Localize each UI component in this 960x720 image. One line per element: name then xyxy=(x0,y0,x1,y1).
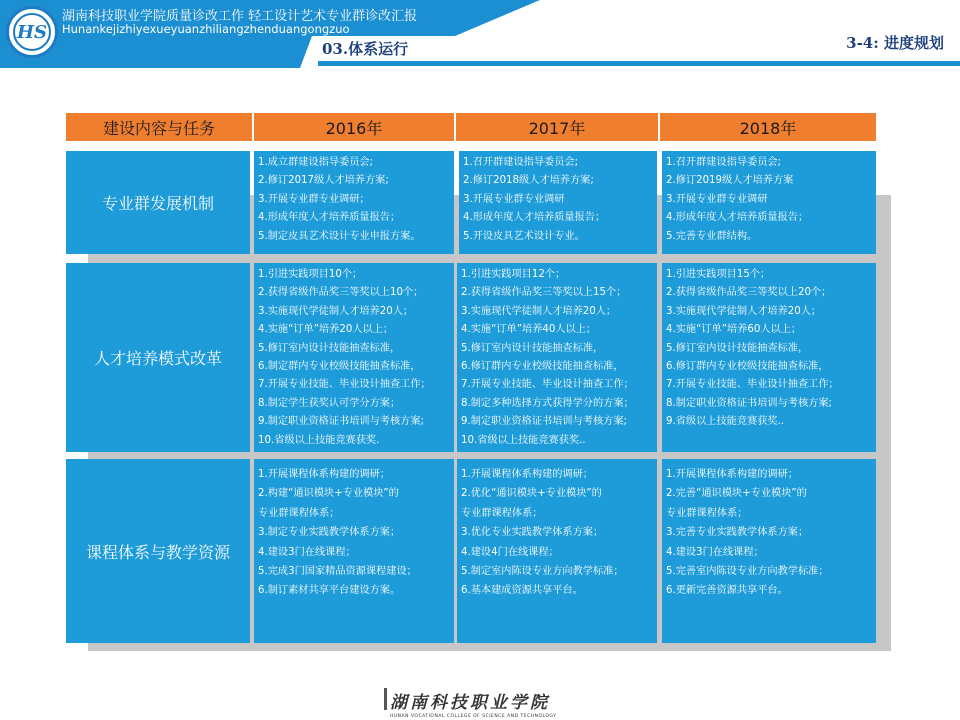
cell-line: 2.修订2019级人才培养方案 xyxy=(666,175,794,187)
section-title: 03.体系运行 xyxy=(322,40,409,58)
cell-line: 7.开展专业技能、毕业设计抽查工作； xyxy=(666,379,839,391)
cell-line: 3.制定专业实践教学体系方案； xyxy=(258,527,401,539)
cell-line: 1.引进实践项目15个； xyxy=(666,269,771,280)
header-task: 建设内容与任务 xyxy=(66,113,252,141)
header-2016: 2016年 xyxy=(254,113,454,141)
cell-line: 4.形成年度人才培养质量报告； xyxy=(666,212,809,224)
header-2018: 2018年 xyxy=(660,113,876,141)
cell-line: 9.制定职业资格证书培训与考核方案; xyxy=(461,416,627,428)
cell-line: 9.省级以上技能竞赛获奖.. xyxy=(666,416,785,428)
cell-line: 6.基本建成资源共享平台。 xyxy=(461,585,583,597)
cell-line: 7.开展专业技能、毕业设计抽查工作； xyxy=(258,379,431,391)
cell-line: 3.实施现代学徒制人才培养20人； xyxy=(258,305,414,317)
cell-line: 4.建设3门在线课程； xyxy=(666,546,764,558)
cell-line: 1.开展课程体系构建的调研； xyxy=(461,469,593,480)
cell-line: 3.开展专业群专业调研； xyxy=(258,193,370,205)
row-label-mechanism: 专业群发展机制 xyxy=(66,151,250,254)
cell-line: 5.完善室内陈设专业方向教学标准； xyxy=(666,566,829,578)
header-underline xyxy=(318,61,960,66)
cell-line: 1.引进实践项目10个； xyxy=(258,269,363,280)
cell-line: 5.修订室内设计技能抽查标准， xyxy=(258,342,401,354)
cell-line: 10.省级以上技能竞赛获奖. xyxy=(258,434,380,446)
cell-line: 专业群课程体系； xyxy=(461,507,543,519)
cell-line: 4.建设3门在线课程； xyxy=(258,546,356,558)
cell-line: 8.制定学生获奖认可学分方案； xyxy=(258,397,401,409)
cell-line: 8.制定多种选择方式获得学分的方案； xyxy=(461,397,634,409)
header-title: 湖南科技职业学院质量诊改工作 轻工设计艺术专业群诊改汇报 xyxy=(62,9,418,24)
cell-line: 6.制订素材共享平台建设方案。 xyxy=(258,585,401,597)
cell-line: 5.修订室内设计技能抽查标准， xyxy=(666,342,809,354)
cell-line: 5.完善专业群结构。 xyxy=(666,230,758,242)
cell-line: 1.开展课程体系构建的调研； xyxy=(666,469,798,480)
cell-line: 3.实施现代学徒制人才培养20人； xyxy=(461,305,617,317)
cell-line: 1.召开群建设指导委员会; xyxy=(666,157,782,168)
cell-line: 2.获得省级作品奖三等奖以上10个； xyxy=(258,287,424,299)
row-label-curriculum: 课程体系与教学资源 xyxy=(66,459,250,643)
cell-line: 7.开展专业技能、毕业设计抽查工作； xyxy=(461,379,634,391)
cell-line: 3.开展专业群专业调研 xyxy=(463,193,565,205)
cell-line: 6.修订群内专业校级技能抽查标准， xyxy=(461,361,624,373)
table-cell xyxy=(662,151,876,254)
cell-line: 2.获得省级作品奖三等奖以上15个； xyxy=(461,287,627,299)
table-cell xyxy=(459,151,657,254)
cell-line: 3.优化专业实践教学体系方案； xyxy=(461,527,604,539)
row-label-training-reform: 人才培养模式改革 xyxy=(66,263,250,452)
cell-line: 2.修订2017级人才培养方案; xyxy=(258,175,389,187)
table-cell xyxy=(254,263,454,452)
logo-emblem: HS xyxy=(13,13,51,51)
cell-line: 2.构建“通识模块+专业模块”的 xyxy=(258,488,399,500)
cell-line: 4.实施“订单”培养20人以上； xyxy=(258,324,394,336)
cell-line: 3.实施现代学徒制人才培养20人； xyxy=(666,305,822,317)
cell-line: 4.形成年度人才培养质量报告； xyxy=(258,212,401,224)
cell-line: 1.引进实践项目12个； xyxy=(461,269,566,280)
cell-line: 6.更新完善资源共享平台。 xyxy=(666,585,788,597)
cell-line: 5.制定室内陈设专业方向教学标准； xyxy=(461,566,624,578)
cell-line: 专业群课程体系； xyxy=(666,507,748,519)
table-cell xyxy=(457,263,657,452)
table-cell xyxy=(662,459,876,643)
cell-line: 2.优化“通识模块+专业模块”的 xyxy=(461,488,602,500)
cell-line: 4.建设4门在线课程； xyxy=(461,546,559,558)
cell-line: 6.制定群内专业校级技能抽查标准， xyxy=(258,361,421,373)
footer-school-name: 湖南科技职业学院 xyxy=(390,693,550,713)
cell-line: 5.完成3门国家精品资源课程建设； xyxy=(258,566,417,578)
cell-line: 3.完善专业实践教学体系方案； xyxy=(666,527,809,539)
cell-line: 3.开展专业群专业调研 xyxy=(666,193,768,205)
cell-line: 5.开设皮具艺术设计专业。 xyxy=(463,230,585,242)
cell-line: 4.实施“订单”培养40人以上； xyxy=(461,324,597,336)
cell-line: 专业群课程体系； xyxy=(258,507,340,519)
college-logo xyxy=(6,6,58,58)
cell-line: 1.成立群建设指导委员会; xyxy=(258,157,374,168)
cell-line: 4.实施“订单”培养60人以上； xyxy=(666,324,802,336)
topic-title: 3-4: 进度规划 xyxy=(846,34,944,52)
table-cell xyxy=(254,151,454,254)
cell-line: 5.修订室内设计技能抽查标准， xyxy=(461,342,604,354)
cell-line: 8.制定职业资格证书培训与考核方案; xyxy=(666,397,832,409)
cell-line: 2.获得省级作品奖三等奖以上20个； xyxy=(666,287,832,299)
footer-school-en: HUNAN VOCATIONAL COLLEGE OF SCIENCE AND TECHNOLOGY xyxy=(390,714,557,719)
footer-mark xyxy=(384,688,387,710)
table-cell xyxy=(254,459,454,643)
footer-logo xyxy=(390,688,556,719)
table-cell xyxy=(457,459,657,643)
header-2017: 2017年 xyxy=(456,113,658,141)
cell-line: 2.修订2018级人才培养方案; xyxy=(463,175,594,187)
cell-line: 1.召开群建设指导委员会; xyxy=(463,157,579,168)
cell-line: 5.制定皮具艺术设计专业申报方案。 xyxy=(258,230,421,242)
table-cell xyxy=(662,263,876,452)
cell-line: 1.开展课程体系构建的调研； xyxy=(258,469,390,480)
cell-line: 4.形成年度人才培养质量报告； xyxy=(463,212,606,224)
cell-line: 9.制定职业资格证书培训与考核方案; xyxy=(258,416,424,428)
cell-line: 2.完善“通识模块+专业模块”的 xyxy=(666,488,807,500)
cell-line: 10.省级以上技能竞赛获奖.. xyxy=(461,434,586,446)
header-pinyin: Hunankejizhiyexueyuanzhiliangzhenduangongzuo xyxy=(62,22,350,36)
cell-line: 6.修订群内专业校级技能抽查标准， xyxy=(666,361,829,373)
